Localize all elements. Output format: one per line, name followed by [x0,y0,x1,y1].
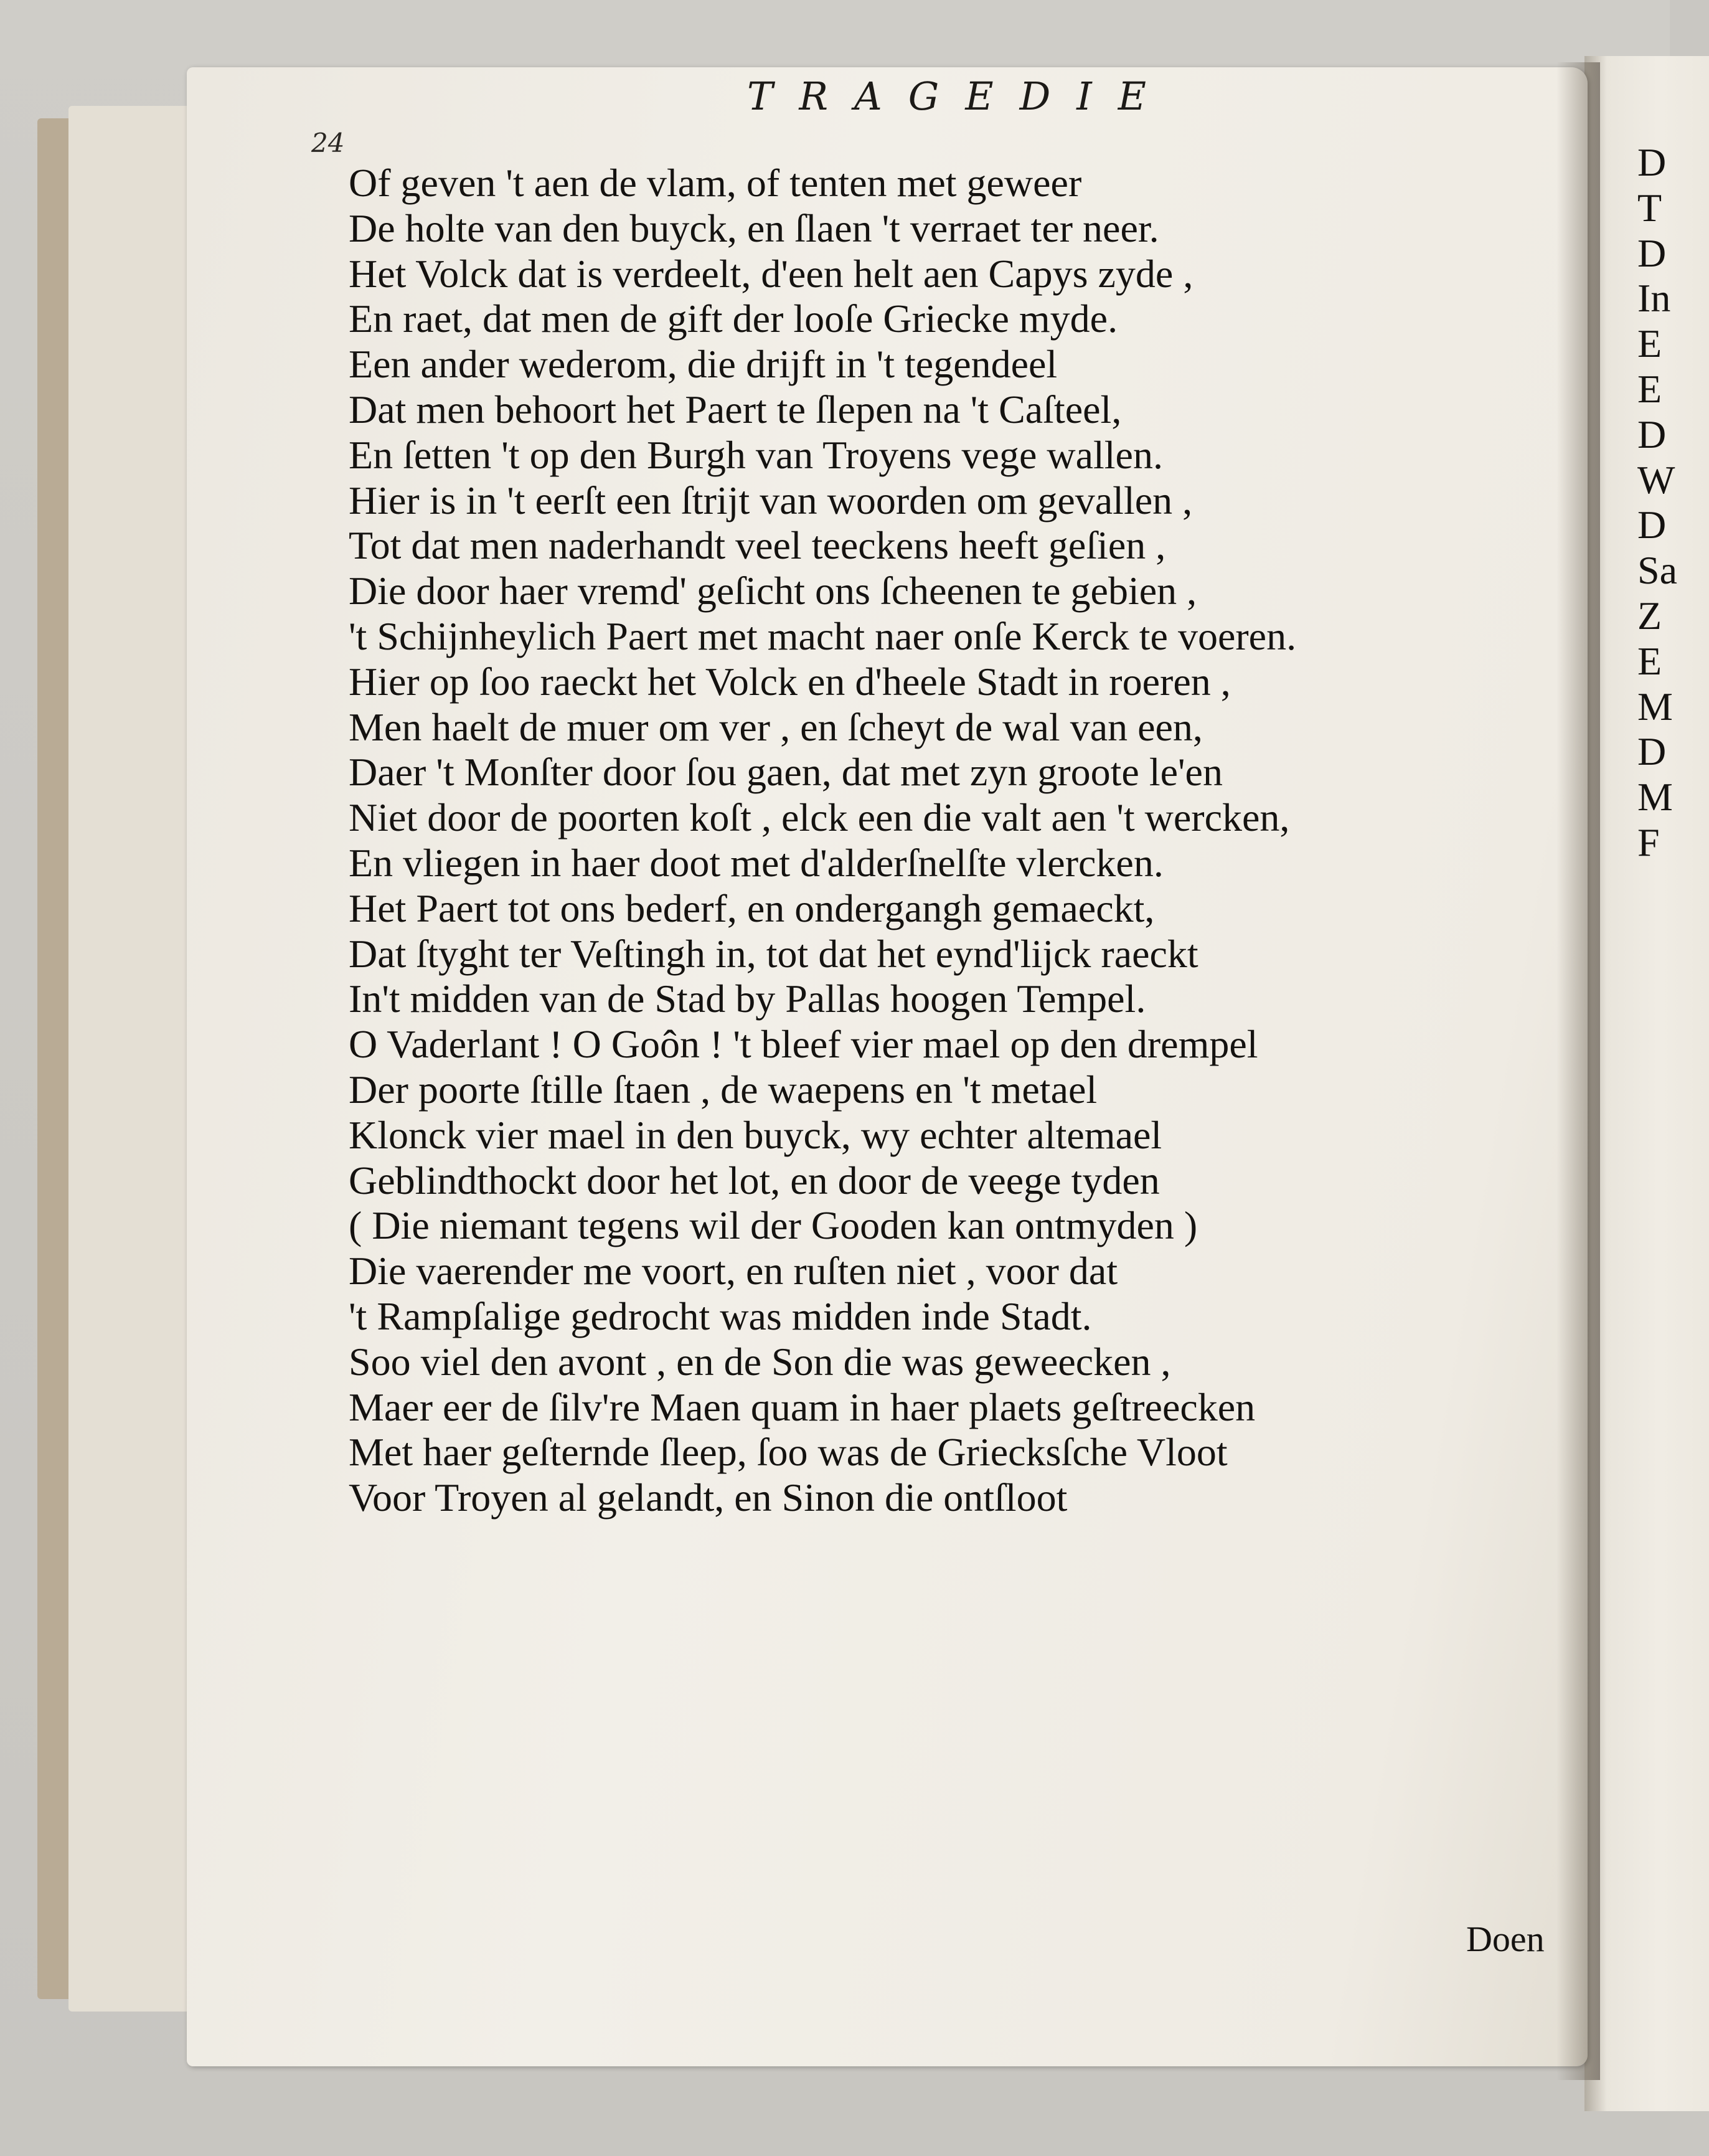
page-number: 24 [311,128,345,158]
verse-line: Hier op ſoo raeckt het Volck en d'heele Stadt in roeren , [349,659,1231,704]
verse-line: In't midden van de Stad by Pallas hoogen Tempel. [349,976,1146,1021]
facing-initial: D [1637,230,1667,275]
verse-line: Soo viel den avont , en de Son die was geweecken , [349,1339,1171,1384]
verse-line: Dat ſtyght ter Veſtingh in, tot dat het eynd'lijck raeckt [349,931,1198,976]
verse-line: O Vaderlant ! O Goôn ! 't bleef vier mael op den drempel [349,1022,1258,1067]
facing-initial: E [1637,638,1662,683]
facing-initial: Sa [1637,548,1677,593]
verse-line: Daer 't Monſter door ſou gaen, dat met zyn groote le'en [349,750,1223,795]
verse-line: Hier is in 't eerſt een ſtrijt van woorden om gevallen , [349,478,1193,522]
verse-line: Klonck vier mael in den buyck, wy echter altemael [349,1112,1162,1157]
facing-initial: D [1637,412,1667,456]
facing-initial: D [1637,140,1667,184]
verse-line: Dat men behoort het Paert te ſlepen na 't Caſteel, [349,387,1122,432]
verse-line: Het Volck dat is verdeelt, d'een helt aen Capys zyde , [349,251,1193,296]
facing-page-initials [1637,140,1677,866]
verse-line: 't Schijnheylich Paert met macht naer onſe Kerck te voeren. [349,613,1297,658]
facing-initial: F [1637,820,1660,864]
facing-initial: T [1637,185,1662,230]
verse-line: Niet door de poorten koſt , elck een die valt aen 't wercken, [349,795,1290,840]
verse-line: Voor Troyen al gelandt, en Sinon die ontſloot [349,1475,1068,1520]
verse-line: Der poorte ſtille ſtaen , de waepens en 't metael [349,1067,1098,1112]
verse-line: Maer eer de ſilv're Maen quam in haer plaets geſtreecken [349,1384,1256,1429]
verse-line: En ſetten 't op den Burgh van Troyens vege wallen. [349,432,1163,477]
facing-initial: M [1637,684,1673,729]
verse-line: Tot dat men naderhandt veel teeckens heeft geſien , [349,523,1166,568]
verse-line: Geblindthockt door het lot, en door de veege tyden [349,1158,1160,1203]
verse-line: 't Rampſalige gedrocht was midden inde Stadt. [349,1293,1092,1338]
facing-initial: W [1637,457,1675,502]
verse-line: De holte van den buyck, en ſlaen 't verraet ter neer. [349,206,1159,250]
verse-line: Met haer geſternde ſleep, ſoo was de Griecksſche Vloot [349,1430,1228,1475]
facing-initial: D [1637,729,1667,774]
facing-initial: D [1637,503,1667,547]
verse-line: En vliegen in haer doot met d'alderſnelſte vlercken. [349,840,1164,885]
running-head: TRAGEDIE [747,73,1173,119]
facing-initial: E [1637,366,1662,411]
facing-initial: E [1637,321,1662,366]
verse-line: En raet, dat men de gift der looſe Griecke myde. [349,296,1118,341]
verse-text [349,161,1569,1521]
facing-initial: Z [1637,593,1662,638]
verse-line: Het Paert tot ons bederf, en ondergangh gemaeckt, [349,886,1155,930]
facing-initial: M [1637,775,1673,820]
verse-line: Men haelt de muer om ver , en ſcheyt de wal van een, [349,704,1203,749]
verse-line: Die door haer vremd' geſicht ons ſcheenen te gebien , [349,569,1197,613]
verse-line: Een ander wederom, die drijft in 't tegendeel [349,342,1058,387]
catchword: Doen [1466,1919,1545,1959]
verse-line: Die vaerender me voort, en ruſten niet , voor dat [349,1249,1118,1293]
book-edge-pages [68,106,193,2012]
facing-initial: In [1637,276,1671,321]
verse-line: ( Die niemant tegens wil der Gooden kan ontmyden ) [349,1203,1198,1248]
verse-line: Of geven 't aen de vlam, of tenten met geweer [349,161,1082,205]
